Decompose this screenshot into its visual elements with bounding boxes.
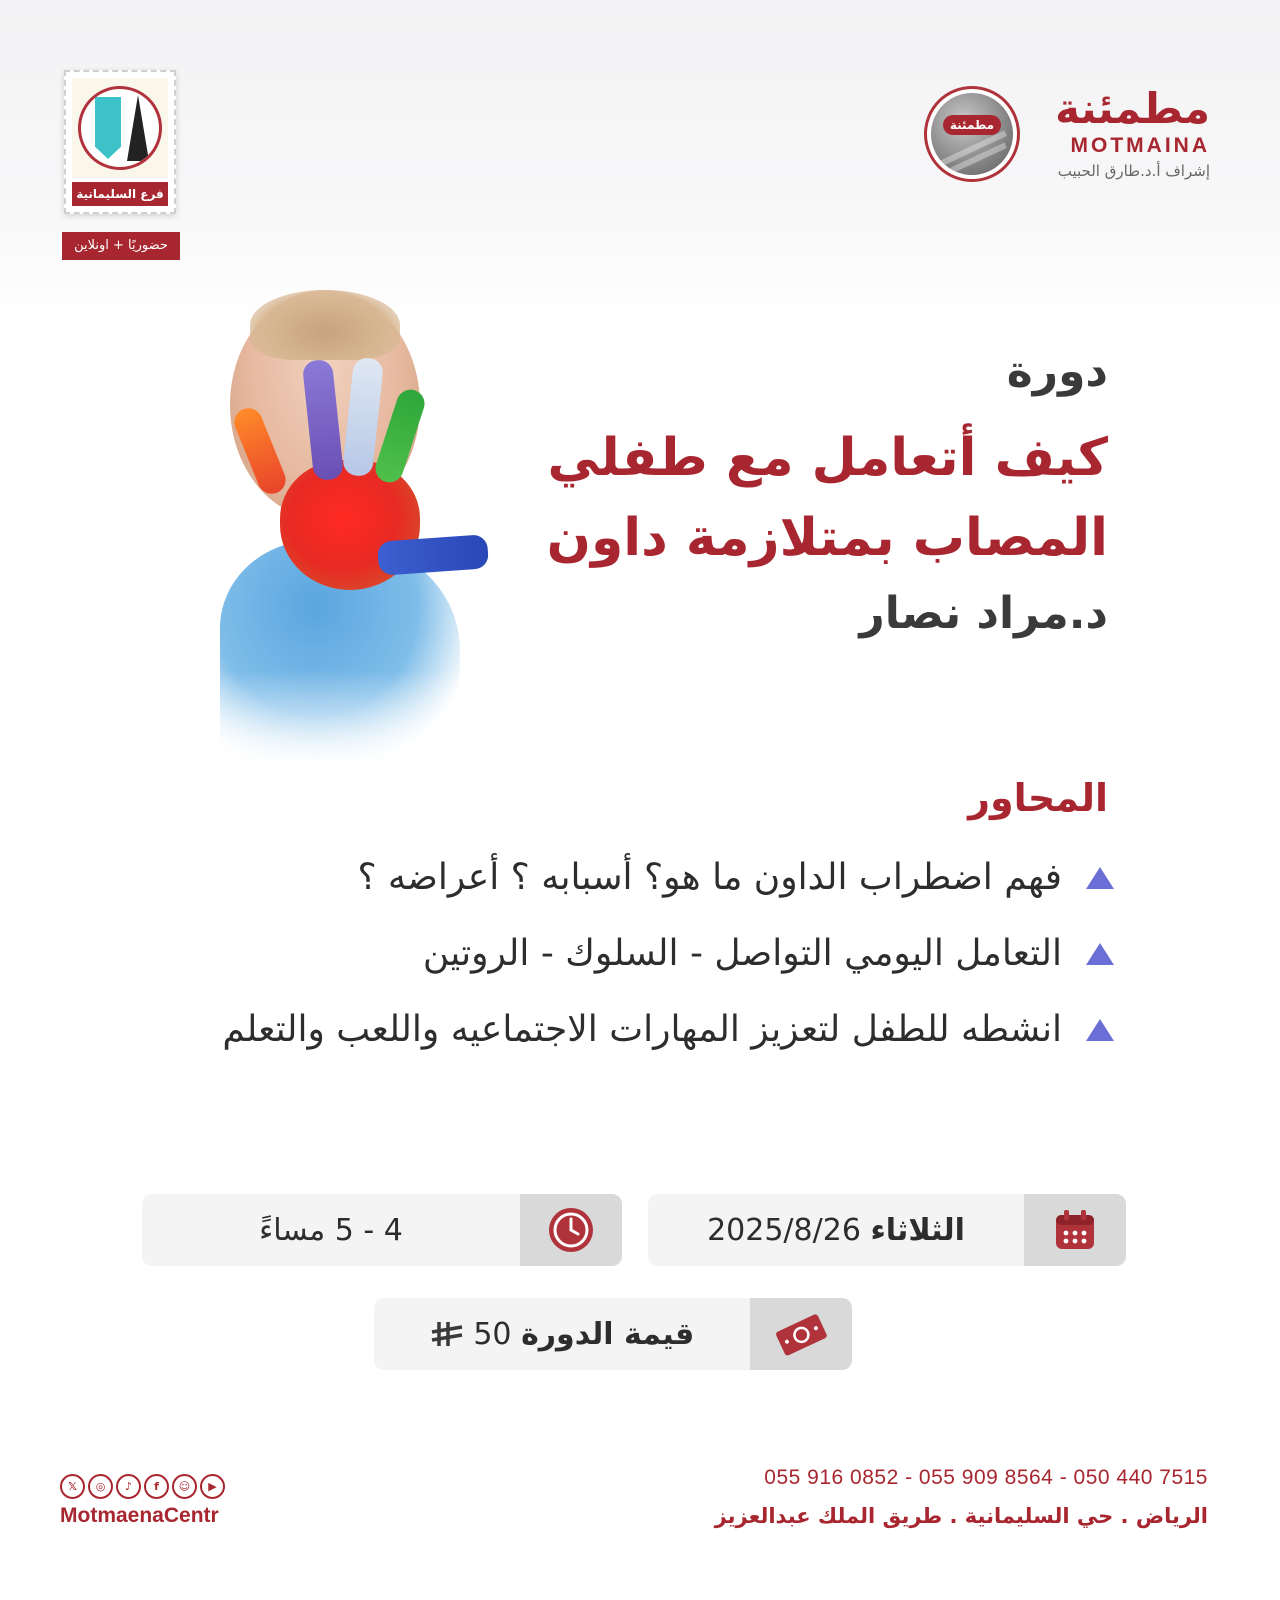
date-box <box>648 1194 1126 1266</box>
towers-illustration <box>72 78 168 178</box>
course-axes <box>108 770 1108 1068</box>
list-item <box>108 916 1108 992</box>
course-title-line-2: المصاب بمتلازمة داون <box>546 508 1108 568</box>
day-name: الثلاثاء <box>870 1212 965 1248</box>
x-icon[interactable]: 𝕏 <box>60 1474 85 1499</box>
calendar-icon <box>1024 1194 1126 1266</box>
facebook-icon[interactable]: f <box>144 1474 169 1499</box>
tiktok-icon[interactable]: ♪ <box>116 1474 141 1499</box>
brand-logo <box>910 86 1210 196</box>
price-amount: 50 <box>473 1316 512 1352</box>
triangle-bullet-icon <box>1086 1019 1114 1041</box>
instructor-name: د.مراد نصار <box>859 588 1108 639</box>
money-icon <box>750 1298 852 1370</box>
time-box <box>142 1194 622 1266</box>
triangle-bullet-icon <box>1086 943 1114 965</box>
brand-supervision: إشراف أ.د.طارق الحبيب <box>1057 162 1210 180</box>
price-label: قيمة الدورة <box>521 1316 695 1352</box>
brand-name-english: MOTMAINA <box>1070 134 1210 157</box>
attendance-mode-badge: حضوريًا + اونلاين <box>62 232 180 260</box>
axis-text: انشطه للطفل لتعزيز المهارات الاجتماعيه واللعب والتعلم <box>222 1009 1062 1050</box>
date-value: 2025/8/26 <box>707 1212 861 1248</box>
child-hand-photo <box>210 290 500 770</box>
triangle-bullet-icon <box>1086 867 1114 889</box>
course-heading <box>468 340 1108 646</box>
youtube-icon[interactable]: ▶ <box>200 1474 225 1499</box>
instagram-icon[interactable]: ◎ <box>88 1474 113 1499</box>
course-title <box>468 418 1108 578</box>
social-handle[interactable]: MotmaenaCentr <box>60 1504 219 1527</box>
axis-text: التعامل اليومي التواصل - السلوك - الروتين <box>422 933 1062 974</box>
brand-name-arabic: مطمئنة <box>1055 84 1210 133</box>
branch-stamp <box>64 70 176 214</box>
branch-label: فرع السليمانية <box>72 182 168 206</box>
social-icons <box>60 1474 225 1499</box>
axis-text: فهم اضطراب الداون ما هو؟ أسبابه ؟ أعراضه ؟ <box>357 857 1062 898</box>
price-text <box>374 1317 750 1352</box>
time-text: 4 - 5 مساءً <box>259 1212 403 1248</box>
list-item <box>108 992 1108 1068</box>
phone-numbers[interactable]: 055 916 0852 - 055 909 8564 - 050 440 7515 <box>764 1466 1208 1489</box>
axes-heading: المحاور <box>968 776 1108 820</box>
list-item <box>108 840 1108 916</box>
course-title-line-1: كيف أتعامل مع طفلي <box>547 428 1108 488</box>
clock-icon <box>520 1194 622 1266</box>
course-label: دورة <box>1006 346 1108 397</box>
date-text <box>648 1213 1024 1248</box>
address: الرياض . حي السليمانية . طريق الملك عبدالعزيز <box>714 1504 1208 1528</box>
price-box <box>374 1298 852 1370</box>
riyal-icon <box>430 1317 464 1352</box>
brand-emblem-text: مطمئنة <box>943 115 1001 135</box>
axes-list <box>108 840 1108 1068</box>
snapchat-icon[interactable]: ☺ <box>172 1474 197 1499</box>
brand-emblem <box>924 86 1020 182</box>
